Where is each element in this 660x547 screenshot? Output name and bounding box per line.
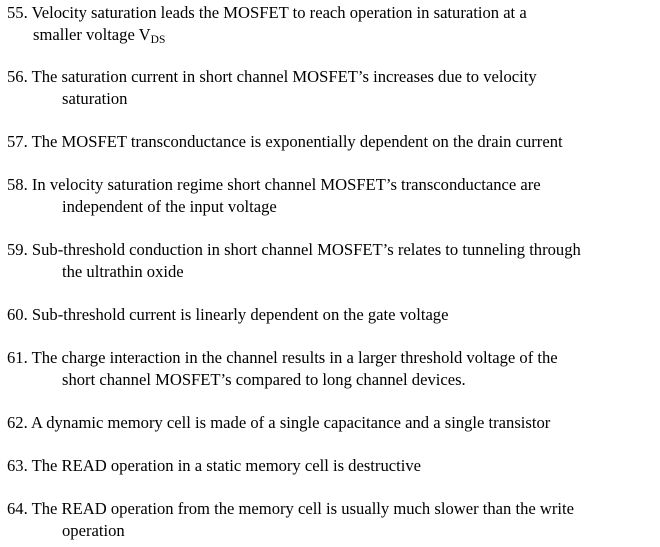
question-number: 60. bbox=[7, 305, 28, 324]
question-62 bbox=[7, 412, 659, 434]
question-text: Velocity saturation leads the MOSFET to reach operation in saturation at a bbox=[31, 3, 527, 22]
question-text: The READ operation in a static memory cell is destructive bbox=[31, 456, 421, 475]
question-number: 64. bbox=[7, 499, 28, 518]
question-number: 62. bbox=[7, 413, 28, 432]
question-text: In velocity saturation regime short channel MOSFET’s transconductance are bbox=[31, 175, 541, 194]
question-text: Sub-threshold current is linearly dependent on the gate voltage bbox=[31, 305, 449, 324]
question-number: 56. bbox=[7, 67, 28, 86]
vds-subscript: DS bbox=[150, 34, 166, 46]
question-60 bbox=[7, 304, 659, 326]
question-text: The MOSFET transconductance is exponentially dependent on the drain current bbox=[31, 132, 563, 151]
question-56 bbox=[7, 66, 659, 110]
question-number: 59. bbox=[7, 240, 28, 259]
question-text: The READ operation from the memory cell is usually much slower than the write bbox=[31, 499, 574, 518]
question-text: The saturation current in short channel MOSFET’s increases due to velocity bbox=[31, 67, 537, 86]
question-number: 61. bbox=[7, 348, 28, 367]
question-59 bbox=[7, 239, 659, 283]
question-61 bbox=[7, 347, 659, 391]
question-text-continued: operation bbox=[62, 521, 125, 540]
question-text: The charge interaction in the channel results in a larger threshold voltage of the bbox=[31, 348, 558, 367]
question-text-continued: the ultrathin oxide bbox=[62, 262, 184, 281]
question-number: 55. bbox=[7, 3, 28, 22]
question-number: 63. bbox=[7, 456, 28, 475]
question-text: A dynamic memory cell is made of a single capacitance and a single transistor bbox=[30, 413, 551, 432]
question-number: 58. bbox=[7, 175, 28, 194]
question-text-continued: saturation bbox=[62, 89, 128, 108]
question-text-continued: short channel MOSFET’s compared to long channel devices. bbox=[62, 370, 466, 389]
question-number: 57. bbox=[7, 132, 28, 151]
question-text-continued: independent of the input voltage bbox=[62, 197, 277, 216]
question-text-continued: smaller voltage V bbox=[33, 25, 151, 44]
question-55 bbox=[7, 2, 659, 48]
question-58 bbox=[7, 174, 659, 218]
question-text: Sub-threshold conduction in short channel MOSFET’s relates to tunneling through bbox=[31, 240, 581, 259]
question-63 bbox=[7, 455, 659, 477]
question-57 bbox=[7, 131, 659, 153]
question-64 bbox=[7, 498, 659, 542]
